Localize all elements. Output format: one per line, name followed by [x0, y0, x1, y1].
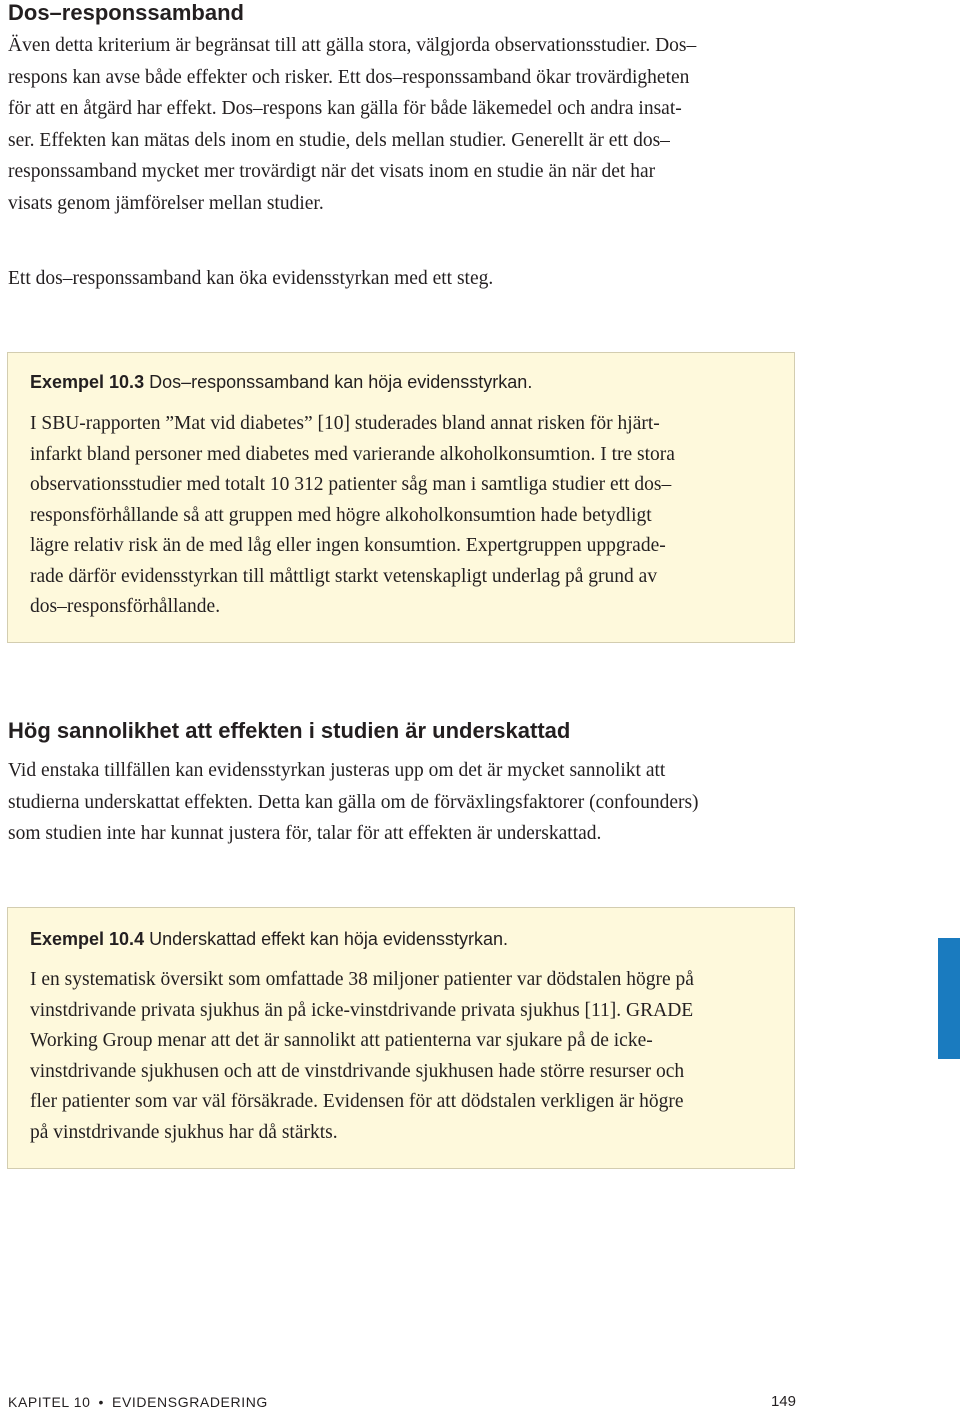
example-body-line: lägre relativ risk än de med låg eller ingen konsumtion. Expertgruppen uppgrade- — [30, 535, 666, 556]
example-body-line: responsförhållande så att gruppen med högre alkoholkonsumtion hade betydligt — [30, 504, 652, 526]
page-footer — [8, 1392, 798, 1412]
example-body-line: I SBU-rapporten ”Mat vid diabetes” [10] studerades bland annat risken för hjärt- — [30, 413, 660, 434]
example-body — [30, 409, 675, 623]
example-body-line: vinstdrivande privata sjukhus än på icke-vinstdrivande privata sjukhus [11]. GRADE — [30, 999, 694, 1021]
example-caption: Underskattad effekt kan höja evidensstyrkan. — [149, 929, 508, 949]
footer-section: EVIDENSGRADERING — [112, 1394, 268, 1410]
example-body-line: I en systematisk översikt som omfattade 38 miljoner patienter var dödstalen högre på — [30, 969, 694, 990]
example-body-line: Working Group menar att det är sannolikt att patienterna var sjukare på de icke- — [30, 1030, 653, 1051]
section-heading-underestimated-effect: Hög sannolikhet att effekten i studien är underskattad — [8, 718, 571, 743]
example-body-line: dos–responsförhållande. — [30, 596, 221, 617]
paragraph-line: ser. Effekten kan mätas dels inom en studie, dels mellan studier. Generellt är ett dos– — [8, 129, 670, 151]
example-title — [30, 928, 508, 950]
chapter-thumb-tab — [938, 938, 960, 1059]
example-body-line: vinstdrivande sjukhusen och att de vinstdrivande sjukhusen hade större resurser och — [30, 1060, 685, 1082]
paragraph-line: responssamband mycket mer trovärdigt när det visats inom en studie än när det har — [8, 161, 656, 182]
example-body-line: infarkt bland personer med diabetes med varierande alkoholkonsumtion. I tre stora — [30, 443, 675, 465]
section-paragraph — [8, 30, 798, 219]
example-body-line: rade därför evidensstyrkan till måttligt starkt vetenskapligt underlag på grund av — [30, 565, 658, 587]
example-body-line: på vinstdrivande sjukhus har då stärkts. — [30, 1121, 338, 1143]
paragraph-line: för att en åtgärd har effekt. Dos–respons kan gälla för både läkemedel och andra insat- — [8, 98, 682, 119]
section-paragraph-summary: Ett dos–responssamband kan öka evidensstyrkan med ett steg. — [8, 268, 494, 289]
example-body — [30, 965, 694, 1148]
section-paragraph — [8, 755, 798, 850]
paragraph-line: Även detta kriterium är begränsat till att gälla stora, välgjorda observationsstudier. Dos– — [8, 35, 697, 56]
page-number: 149 — [770, 1393, 796, 1410]
example-number: Exempel 10.3 — [30, 372, 145, 392]
footer-running-title — [8, 1392, 268, 1412]
example-caption: Dos–responssamband kan höja evidensstyrkan. — [149, 372, 533, 392]
section-heading-dose-response: Dos–responssamband — [8, 0, 244, 25]
example-number: Exempel 10.4 — [30, 929, 145, 949]
example-title — [30, 371, 532, 393]
footer-bullet: • — [98, 1394, 105, 1410]
footer-chapter: KAPITEL 10 — [8, 1394, 91, 1410]
paragraph-line: som studien inte har kunnat justera för, talar för att effekten är underskattad. — [8, 823, 602, 844]
example-box-10-4 — [7, 907, 795, 1169]
example-body-line: observationsstudier med totalt 10 312 patienter såg man i samtliga studier ett dos– — [30, 474, 672, 495]
paragraph-line: visats genom jämförelser mellan studier. — [8, 192, 324, 214]
example-body-line: fler patienter som var väl försäkrade. Evidensen för att dödstalen verkligen är högre — [30, 1091, 684, 1112]
example-box-10-3 — [7, 352, 795, 643]
paragraph-line: Vid enstaka tillfällen kan evidensstyrkan justeras upp om det är mycket sannolikt att — [8, 760, 666, 781]
paragraph-line: studierna underskattat effekten. Detta kan gälla om de förväxlingsfaktorer (confounders) — [8, 791, 699, 813]
paragraph-line: respons kan avse både effekter och risker. Ett dos–responssamband ökar trovärdigheten — [8, 66, 690, 88]
